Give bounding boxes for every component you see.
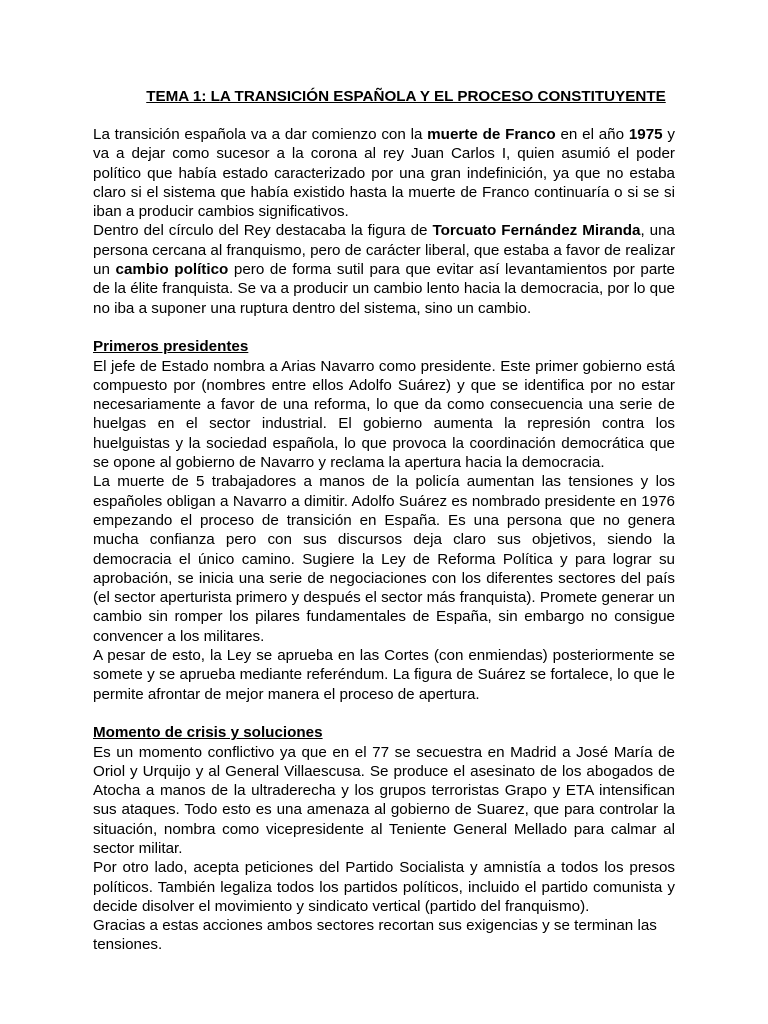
text-run: y va a dejar como sucesor a la corona al rey Juan Carlos I, quien asumió el poder político que había estado caracterizado por una gran indefinición, ya que no estaba claro si el sistema que había existido hasta la muerte de Franco continuaría o si se si iban a producir cambios significativos. [93, 126, 675, 221]
bold-run: muerte de Franco [427, 126, 556, 143]
document-title: TEMA 1: LA TRANSICIÓN ESPAÑOLA Y EL PROCESO CONSTITUYENTE [146, 88, 666, 105]
section2-paragraph-1: Es un momento conflictivo ya que en el 77 se secuestra en Madrid a José María de Oriol y Urquijo y al General Villaescusa. Se produce el asesinato de los abogados de Atocha a manos de la ultraderecha y los grupos terroristas Grapo y ETA intensifican sus ataques. Todo esto es una amenaza al gobierno de Suarez, que para controlar la situación, nombra como vicepresidente al Teniente General Mellado para calmar al sector militar. [93, 743, 675, 857]
section-heading-primeros-presidentes: Primeros presidentes [93, 338, 249, 356]
section1-paragraph-2: La muerte de 5 trabajadores a manos de la policía aumentan las tensiones y los españoles obligan a Navarro a dimitir. Adolfo Suárez es nombrado presidente en 1976 empezando el proceso de transición en España. Es una persona que no genera mucha confianza pero con sus discursos deja claro sus objetivos, siendo la democracia el único camino. Sugiere la Ley de Reforma Política y para lograr su aprobación, se inicia una serie de negociaciones con los diferentes sectores del país (el sector aperturista primero y después el sector más franquista). Promete generar un cambio sin romper los pilares fundamentales de España, sin embargo no consigue convencer a los militares. [93, 473, 675, 645]
intro-paragraph-2 [93, 221, 675, 317]
text-run: Dentro del círculo del Rey destacaba la figura de [93, 222, 433, 240]
intro-paragraph-1 [93, 125, 675, 221]
section-heading-momento-de-crisis: Momento de crisis y soluciones [93, 724, 323, 742]
section1-paragraph-3: A pesar de esto, la Ley se aprueba en las Cortes (con enmiendas) posteriormente se somete y se aprueba mediante referéndum. La figura de Suárez se fortalece, lo que le permite afrontar de mejor manera el proceso de apertura. [93, 647, 675, 703]
bold-run: cambio político [115, 261, 229, 279]
text-run: pero de forma sutil para que evitar así levantamientos por parte de la élite franquista. Se va a producir un cambio lento hacia la democracia, por lo que no iba a suponer una ruptura dentro del sistema, sino un cambio. [93, 261, 675, 317]
section2-paragraph-3: Gracias a estas acciones ambos sectores recortan sus exigencias y se terminan las tensiones. [93, 917, 657, 954]
text-run: en el año [555, 126, 629, 143]
text-run: La transición española va a dar comienzo con la [93, 126, 428, 143]
bold-run: 1975 [628, 126, 663, 143]
bold-run: Torcuato Fernández Miranda [432, 222, 641, 240]
document-body [93, 125, 675, 955]
section1-paragraph-1: El jefe de Estado nombra a Arias Navarro como presidente. Este primer gobierno está compuesto por (nombres entre ellos Adolfo Suárez) y que se identifica por no estar necesariamente a favor de una reforma, lo que da como consecuencia una serie de huelgas en el sector industrial. El gobierno aumenta la represión contra los huelguistas y la sociedad española, lo que provoca la coordinación democrática que se opone al gobierno de Navarro y reclama la apertura hacia la democracia. [93, 357, 675, 472]
paragraph-gap [93, 318, 675, 337]
section2-paragraph-2: Por otro lado, acepta peticiones del Partido Socialista y amnistía a todos los presos políticos. También legaliza todos los partidos políticos, incluido el partido comunista y decide disolver el movimiento y sindicato vertical (partido del franquismo). [93, 859, 675, 915]
paragraph-gap [93, 704, 675, 723]
text-run: , una persona cercana al franquismo, pero de carácter liberal, que estaba a favor de realizar un [93, 222, 675, 279]
